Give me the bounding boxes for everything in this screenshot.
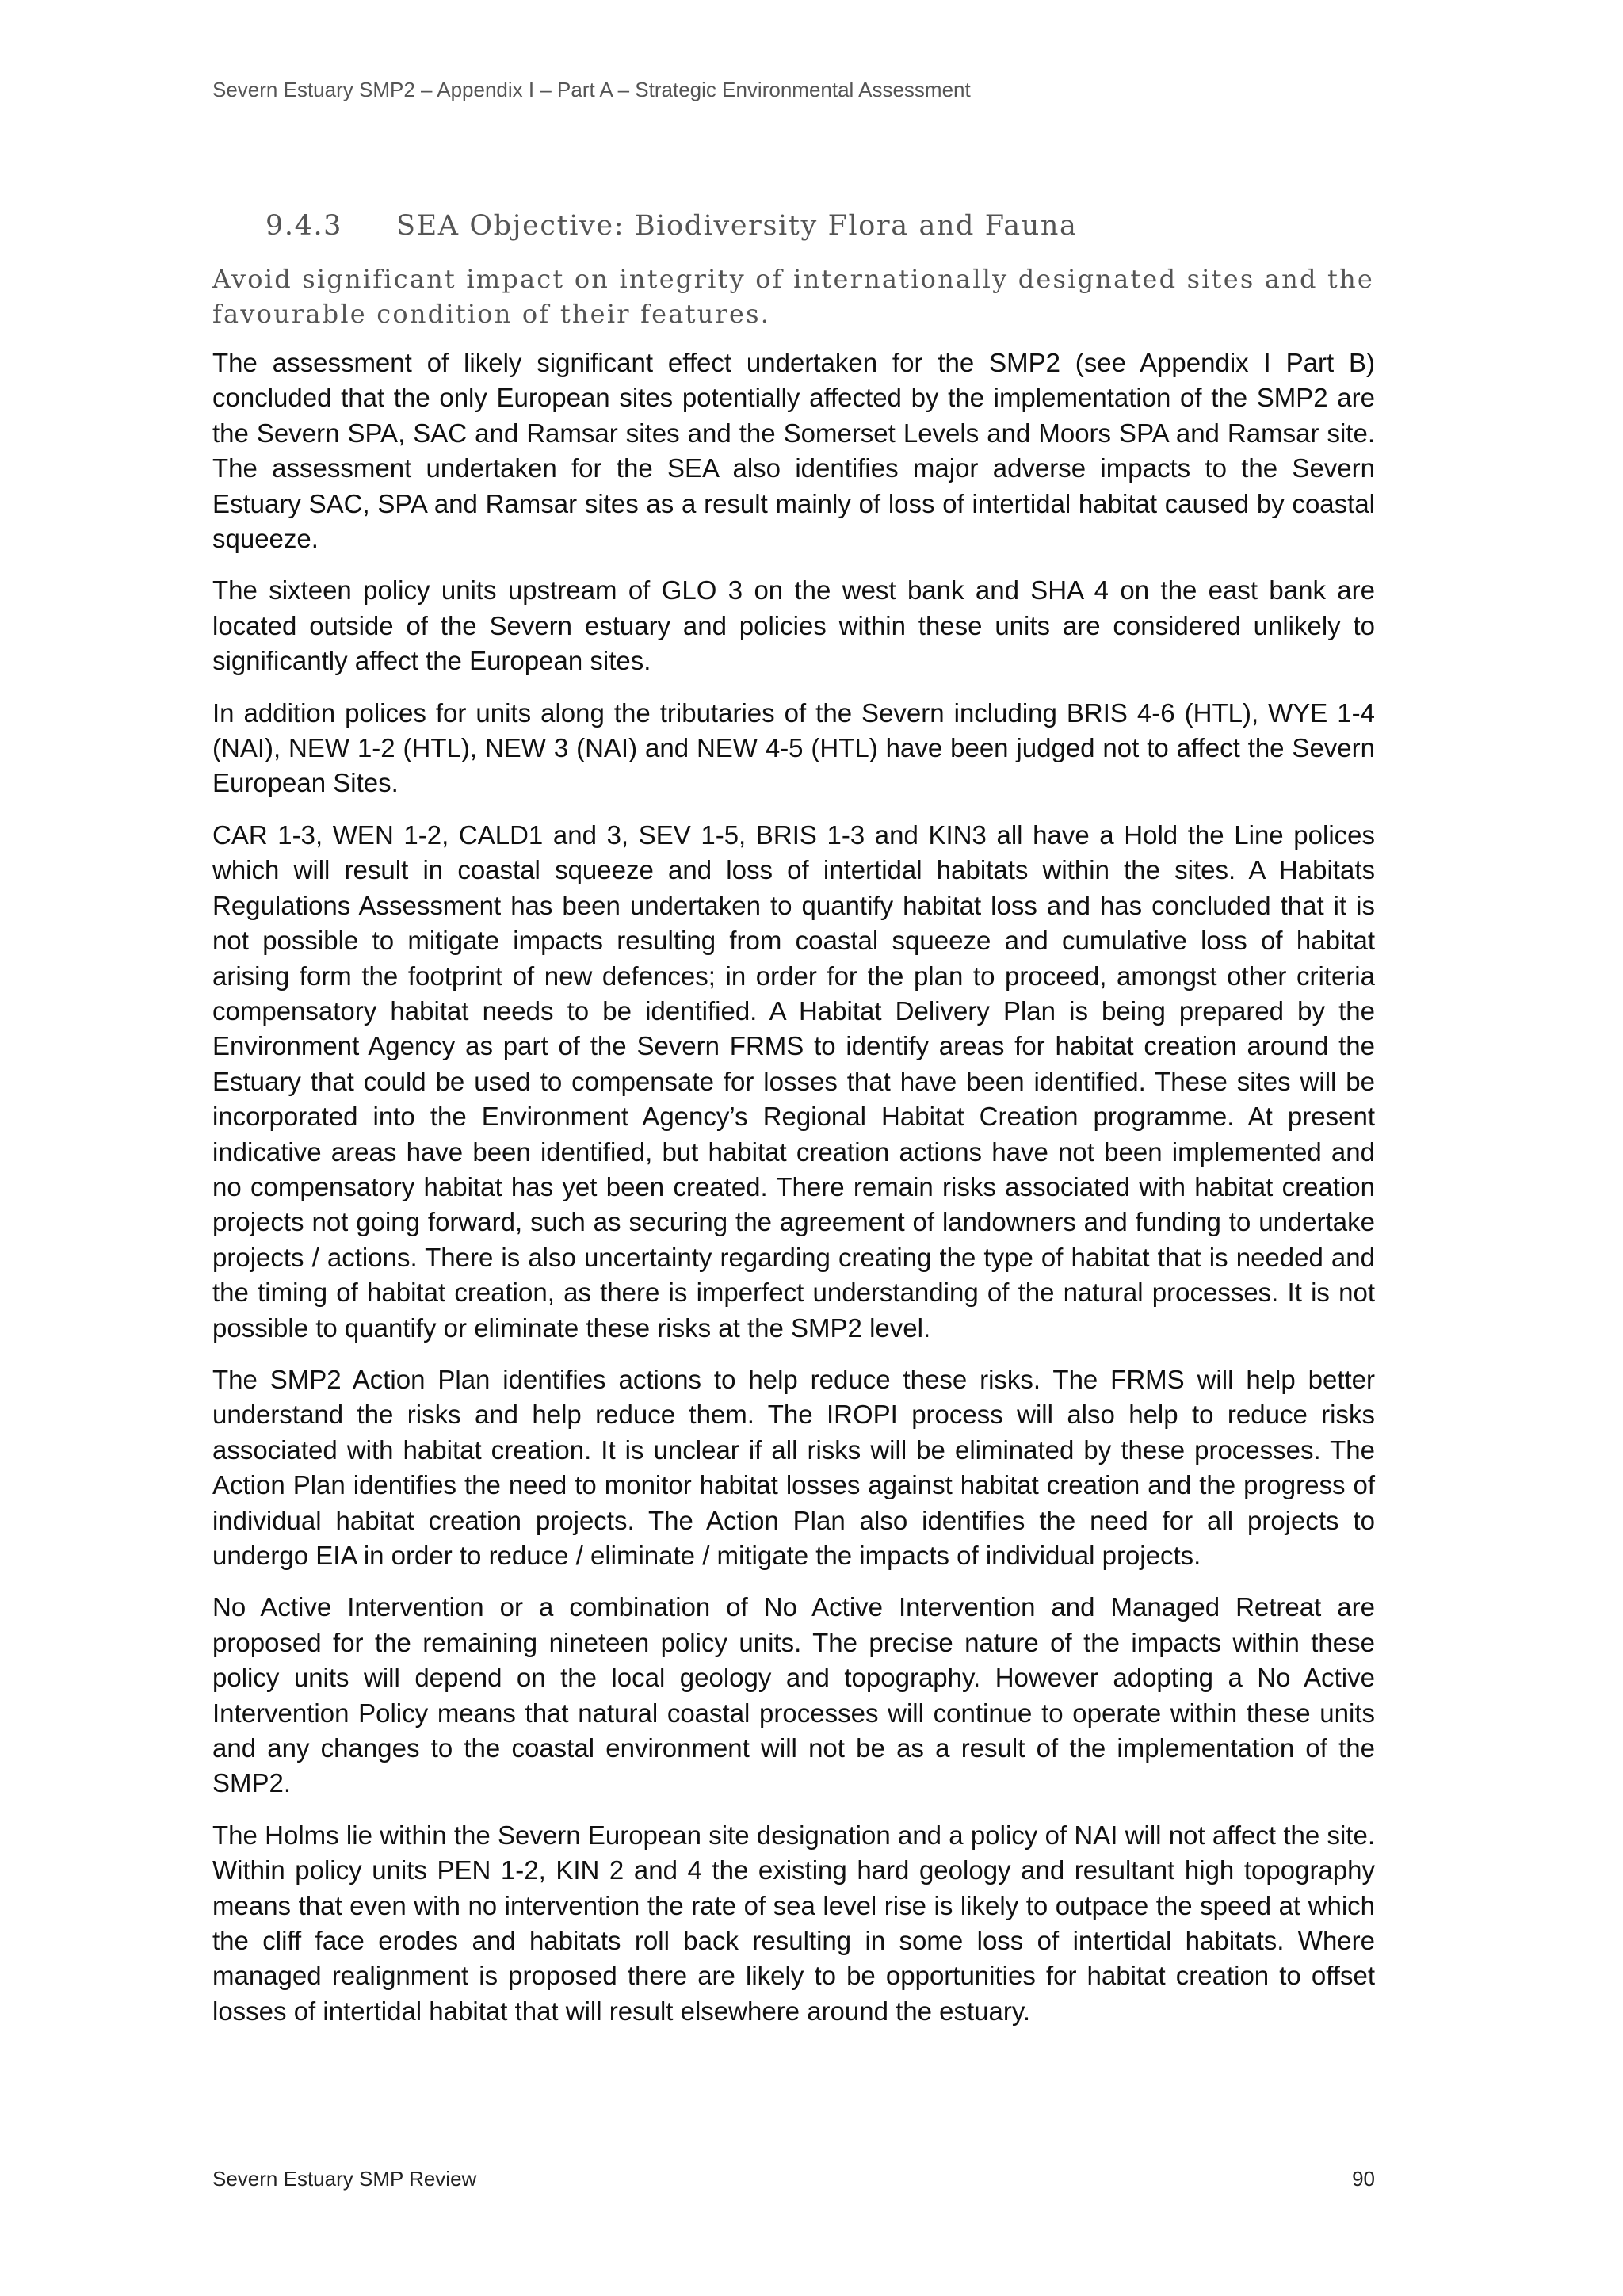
paragraph: The sixteen policy units upstream of GLO 3 on the west bank and SHA 4 on the east bank are located outside of the Severn estuary and policies within these units are considered unlikely to significantly affect the European sites. (212, 575, 1375, 676)
paragraph: The assessment of likely significant effect undertaken for the SMP2 (see Appendix I Part B) concluded that the only European sites potentially affected by the implementation of the SMP2 are the Severn SPA, SAC and Ramsar sites and the Somerset Levels and Moors SPA and Ramsar site. The assessment undertaken for the SEA also identifies major adverse impacts to the Severn Estuary SAC, SPA and Ramsar sites as a result mainly of loss of intertidal habitat caused by coastal squeeze. (212, 348, 1375, 554)
footer-title: Severn Estuary SMP Review (212, 2167, 477, 2191)
paragraph: CAR 1-3, WEN 1-2, CALD1 and 3, SEV 1-5, BRIS 1-3 and KIN3 all have a Hold the Line polices which will result in coastal squeeze and loss of intertidal habitats within the sites. A Habitats Regulations Assessment has been undertaken to quantify habitat loss and has concluded that it is not possible to mitigate impacts resulting from coastal squeeze and cumulative loss of habitat arising form the footprint of new defences; in order for the plan to proceed, amongst other criteria compensatory habitat needs to be identified. A Habitat Delivery Plan is being prepared by the Environment Agency as part of the Severn FRMS to identify areas for habitat creation around the Estuary that could be used to compensate for losses that have been identified. These sites will be incorporated into the Environment Agency’s Regional Habitat Creation programme. At present indicative areas have been identified, but habitat creation actions have not been implemented and no compensatory habitat has yet been created. There remain risks associated with habitat creation projects not going forward, such as securing the agreement of landowners and funding to undertake projects / actions. There is also uncertainty regarding creating the type of habitat that is needed and the timing of habitat creation, as there is imperfect understanding of the natural processes. It is not possible to quantify or eliminate these risks at the SMP2 level. (212, 819, 1375, 1343)
paragraph: No Active Intervention or a combination of No Active Intervention and Managed Retreat are proposed for the remaining nineteen policy units. The precise nature of the impacts within these policy units will depend on the local geology and topography. However adopting a No Active Intervention Policy means that natural coastal processes will continue to operate within these units and any changes to the coastal environment will not be as a result of the implementation of the SMP2. (212, 1592, 1375, 1798)
body-text (212, 346, 1375, 2046)
section-heading (265, 210, 1078, 242)
paragraph: The Holms lie within the Severn European site designation and a policy of NAI will not affect the site. Within policy units PEN 1-2, KIN 2 and 4 the existing hard geology and resultant high topography means that even with no intervention the rate of sea level rise is likely to outpace the speed at which the cliff face erodes and habitats roll back resulting in some loss of intertidal habitats. Where managed realignment is proposed there are likely to be opportunities for habitat creation to offset losses of intertidal habitat that will result elsewhere around the estuary. (212, 1820, 1375, 2026)
section-title: SEA Objective: Biodiversity Flora and Fauna (396, 210, 1078, 242)
section-number: 9.4.3 (265, 210, 343, 242)
page-number: 90 (1352, 2167, 1375, 2191)
paragraph: The SMP2 Action Plan identifies actions to help reduce these risks. The FRMS will help better understand the risks and help reduce them. The IROPI process will also help to reduce risks associated with habitat creation. It is unclear if all risks will be eliminated by these processes. The Action Plan identifies the need to monitor habitat losses against habitat creation and the progress of individual habitat creation projects. The Action Plan also identifies the need for all projects to undergo EIA in order to reduce / eliminate / mitigate the impacts of individual projects. (212, 1364, 1375, 1570)
paragraph: In addition polices for units along the tributaries of the Severn including BRIS 4-6 (HTL), WYE 1-4 (NAI), NEW 1-2 (HTL), NEW 3 (NAI) and NEW 4-5 (HTL) have been judged not to affect the Severn European Sites. (212, 697, 1375, 798)
section-objective: Avoid significant impact on integrity of internationally designated sites and the favourable condition of their features. (212, 264, 1375, 329)
running-header: Severn Estuary SMP2 – Appendix I – Part A – Strategic Environmental Assessment (212, 78, 971, 101)
